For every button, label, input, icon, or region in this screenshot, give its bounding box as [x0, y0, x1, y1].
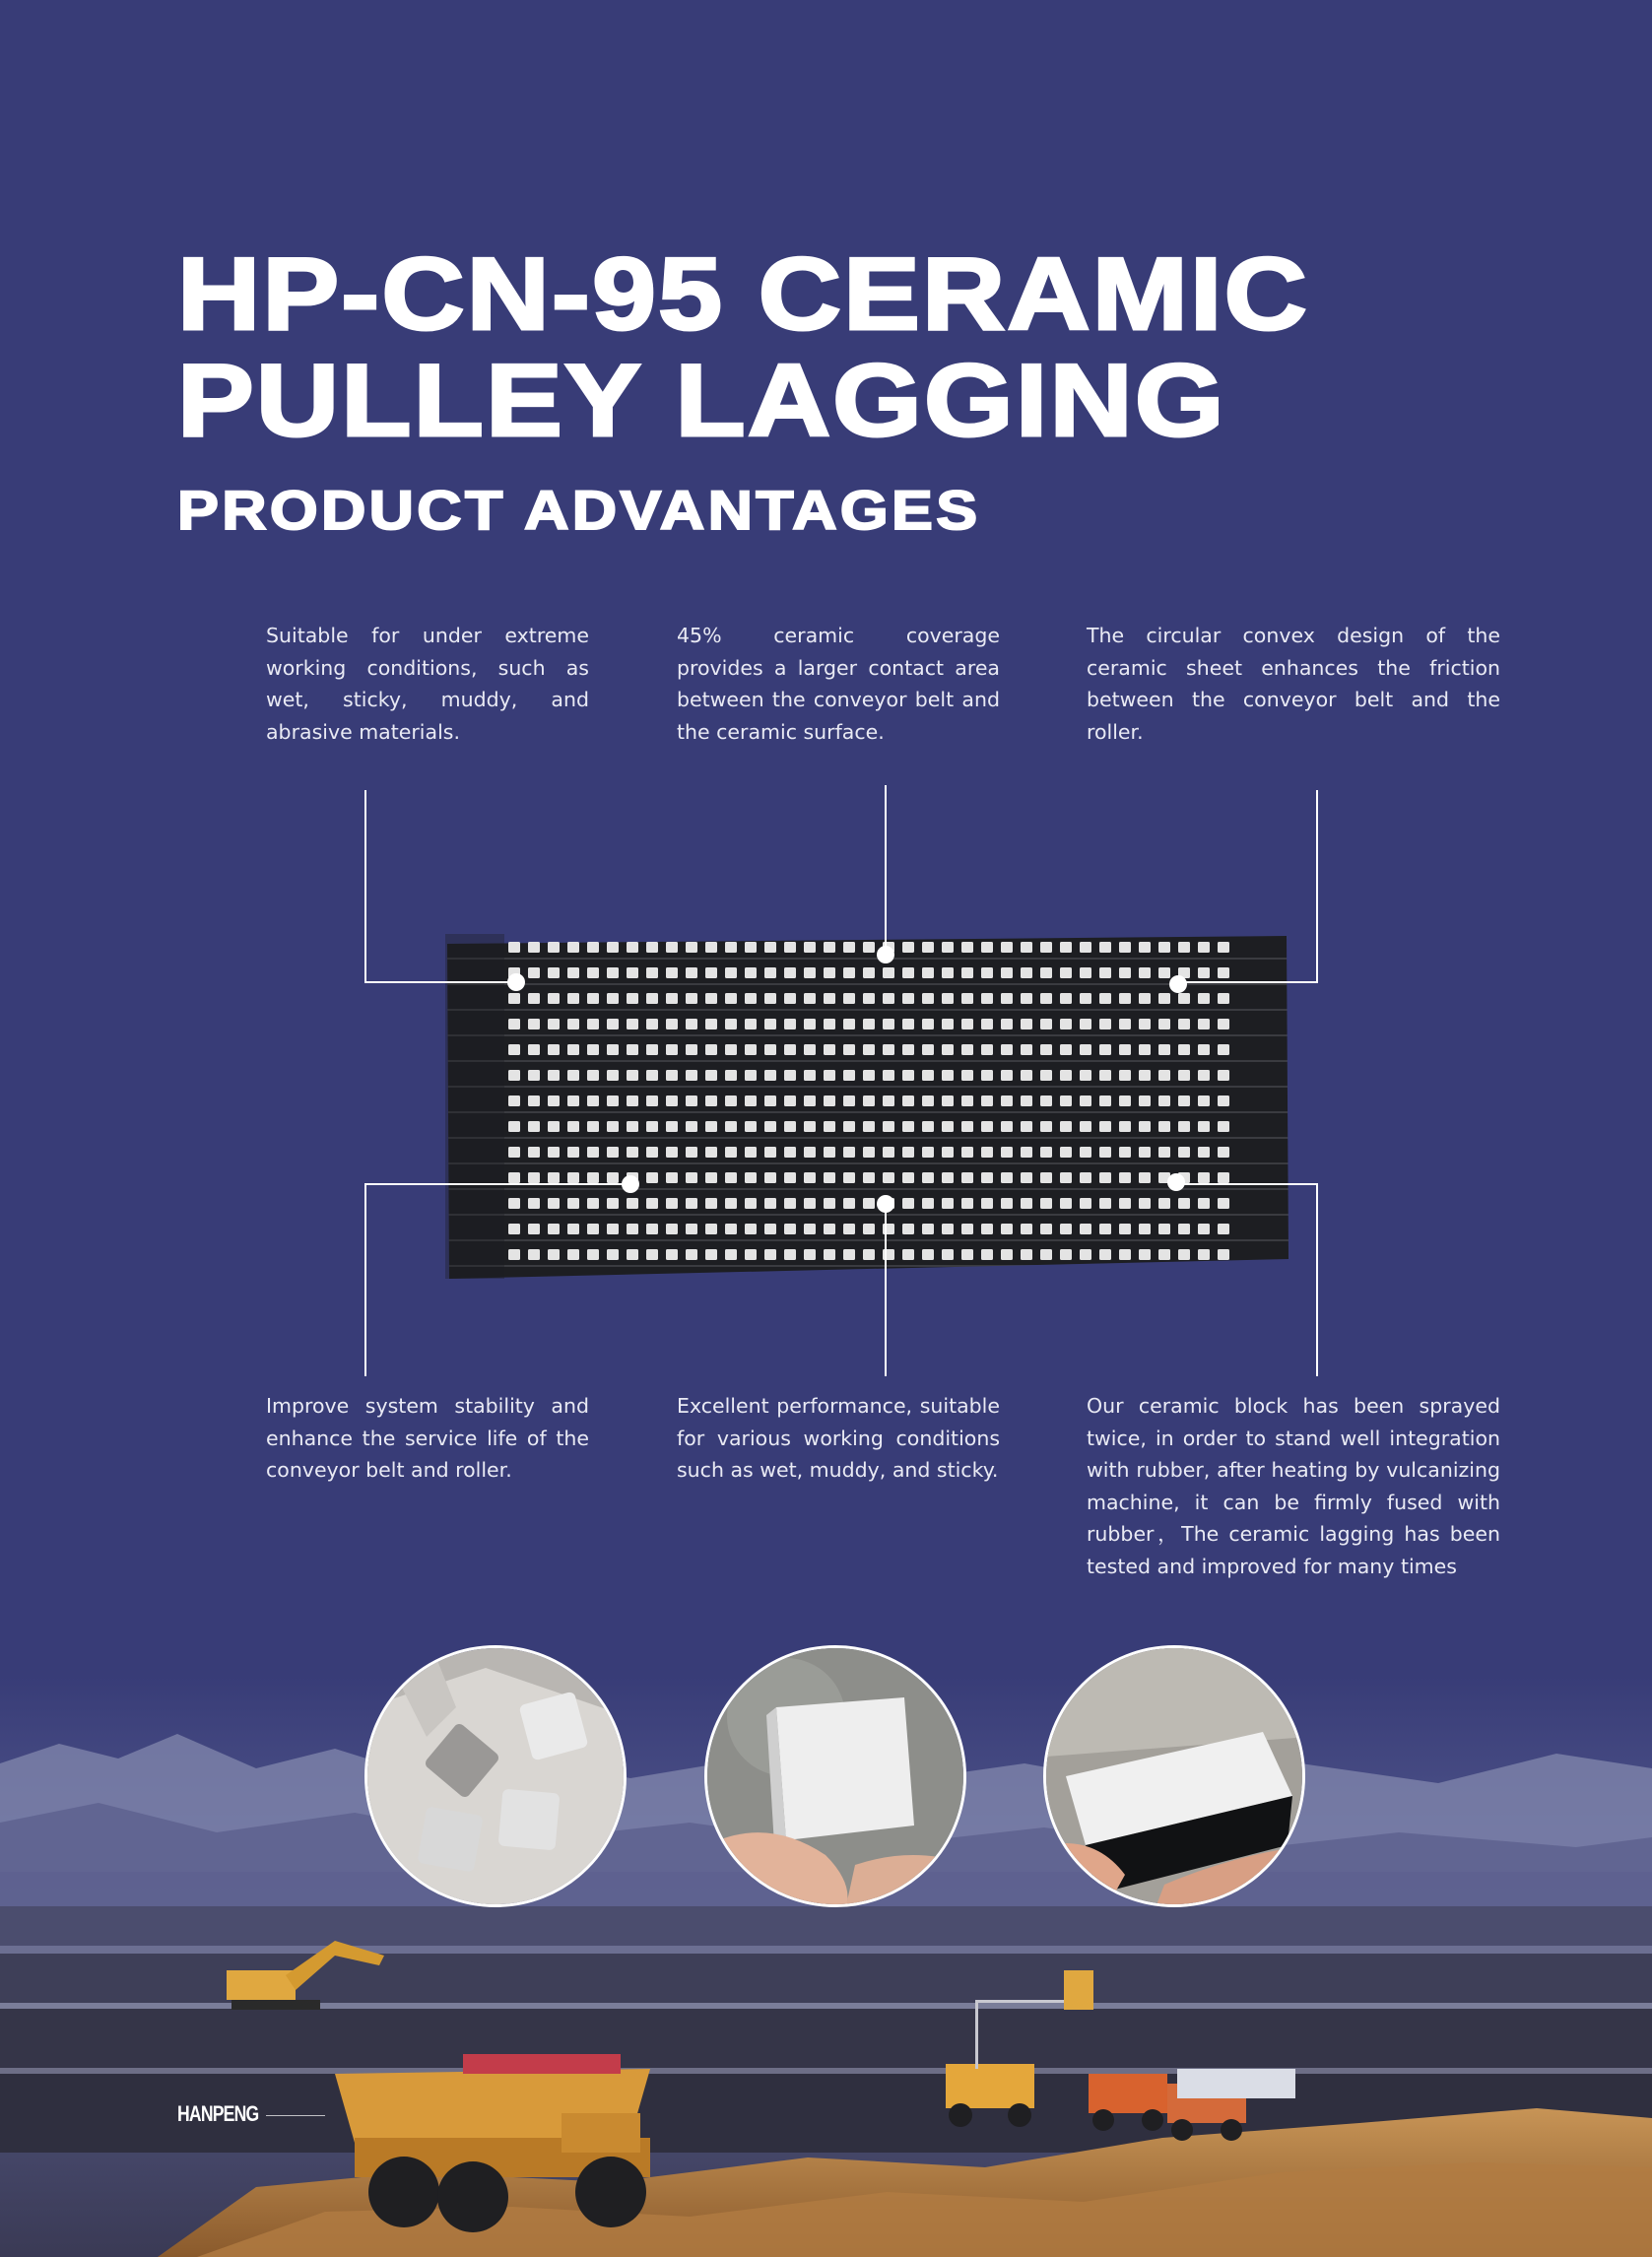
ceramic-lagging-panel [445, 934, 1289, 1279]
connector-line [364, 981, 516, 983]
connector-line [364, 790, 366, 983]
advantage-bottom-3: Our ceramic block has been sprayed twice, in order to stand well integration with rubber, after heating by vulcanizing machine, it can be firmly fused with rubber，The ceramic lagging has been tested and improved for many times [1087, 1394, 1500, 1578]
brand-logo: HANPENG [177, 2101, 259, 2126]
connector-line [1316, 790, 1318, 983]
connector-line [885, 785, 887, 955]
connector-dot [1169, 975, 1187, 993]
title-line-2: PULLEY LAGGING [177, 344, 1226, 458]
connector-dot [877, 946, 894, 963]
advantage-bottom-1: Improve system stability and enhance the service life of the conveyor belt and roller. [266, 1394, 589, 1482]
dump-truck [335, 2054, 650, 2232]
connector-dot [507, 973, 525, 991]
connector-dot [1167, 1173, 1185, 1191]
advantage-top-2: 45% ceramic coverage provides a larger contact area between the conveyor belt and the ceramic surface. [677, 624, 1000, 744]
section-subtitle: PRODUCT ADVANTAGES [177, 479, 981, 541]
lagging-sample-fingertips-photo [1043, 1645, 1305, 1907]
connector-line [1316, 1183, 1318, 1376]
connector-dot [877, 1195, 894, 1213]
connector-dot [622, 1175, 639, 1193]
ceramic-tiles-in-glove-photo [364, 1645, 627, 1907]
connector-line [1176, 1183, 1318, 1185]
advantage-top-1: Suitable for under extreme working conditions, such as wet, sticky, muddy, and abrasive materials. [266, 624, 589, 744]
connector-line [364, 1183, 630, 1185]
ceramic-block-fingertip-photo [704, 1645, 966, 1907]
connector-line [885, 1204, 887, 1376]
advantage-top-3: The circular convex design of the ceramic sheet enhances the friction between the conveyor belt and the roller. [1087, 624, 1500, 744]
brand-divider [266, 2115, 325, 2116]
connector-line [364, 1183, 366, 1376]
connector-line [1178, 981, 1318, 983]
title-line-1: HP-CN-95 CERAMIC [177, 237, 1309, 352]
advantage-bottom-2: Excellent performance, suitable for various working conditions such as wet, muddy, and sticky. [677, 1394, 1000, 1482]
page-title [177, 237, 1309, 458]
ceramic-lagging-panel-image [445, 934, 1289, 1279]
